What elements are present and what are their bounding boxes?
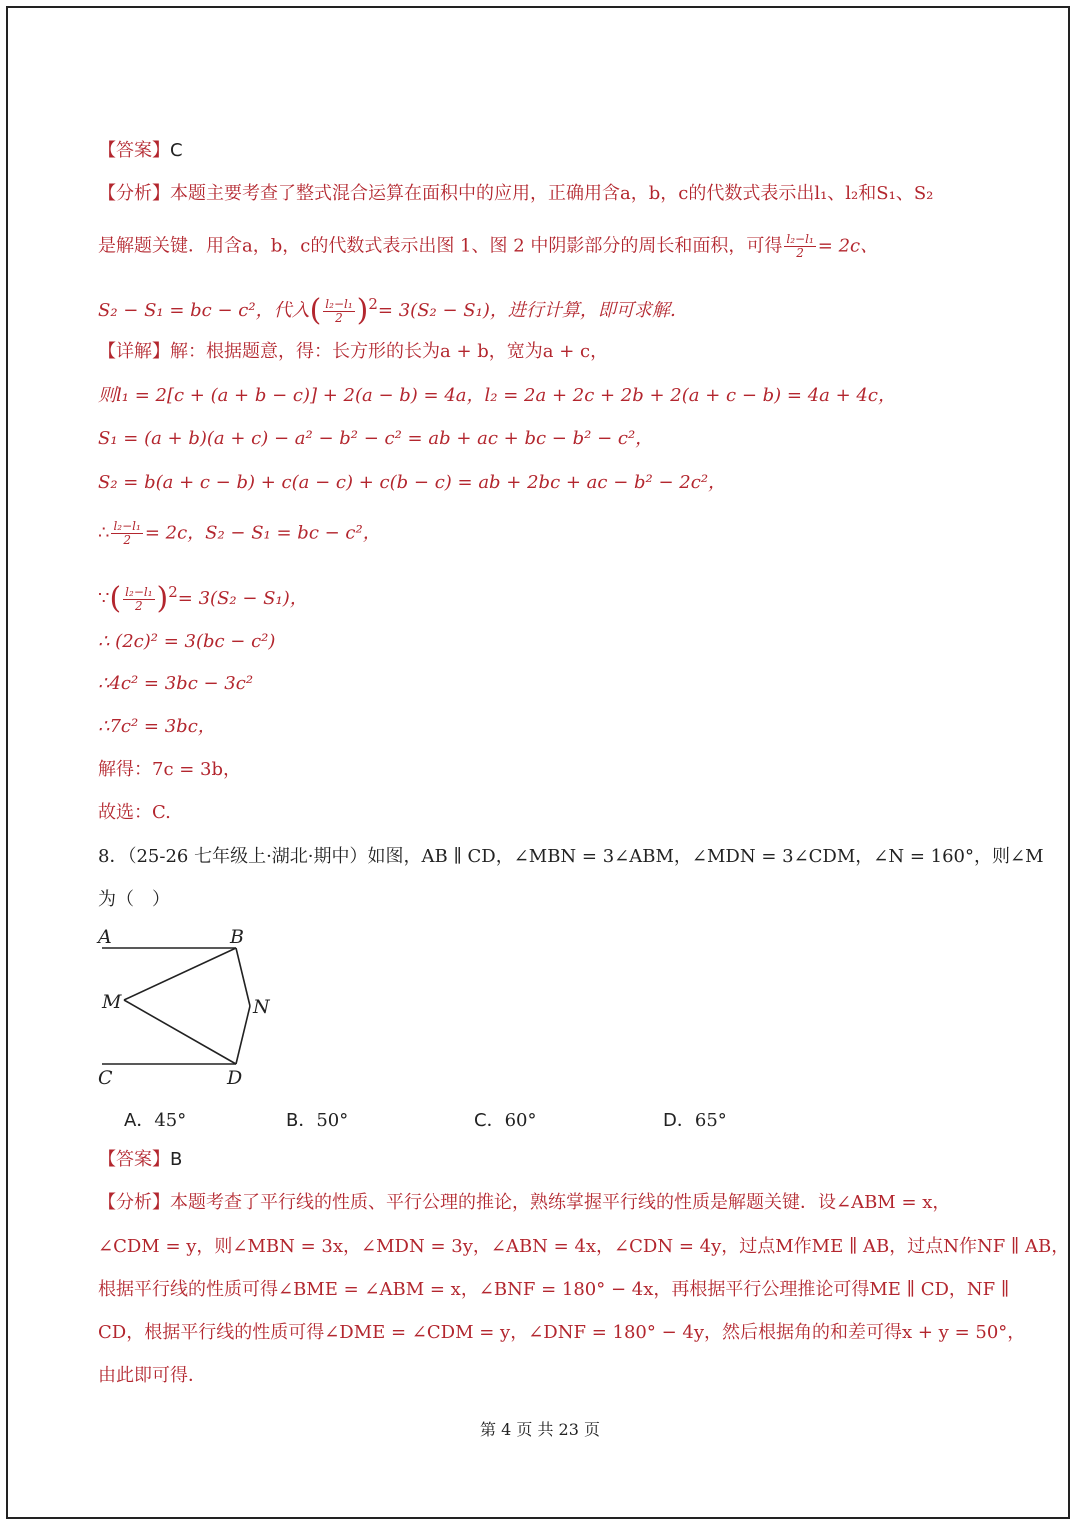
option-b (286, 1106, 348, 1132)
therefore-symbol: ∴ (98, 522, 110, 544)
fraction-denominator: 2 (796, 246, 804, 260)
q8-analysis-line-4: CD，根据平行线的性质可得∠DME = ∠CDM = y，∠DNF = 180° − 4y，然后根据角的和差可得x + y = 50°， (98, 1322, 1026, 1343)
q7-answer (98, 139, 183, 163)
q7-analysis-line-1 (98, 182, 933, 206)
label-b: B (230, 926, 244, 948)
page-footer: 第 4 页 共 23 页 (480, 1420, 600, 1439)
option-letter: D． (663, 1110, 695, 1131)
option-value: 50° (316, 1110, 349, 1131)
detail-line-11: 故选：C. (98, 802, 171, 823)
fraction-numerator: l₂−l₁ (786, 232, 814, 246)
option-letter: B． (286, 1110, 317, 1131)
q8-stem-line-2: 为（ ） (98, 889, 170, 910)
answer-value: B (170, 1149, 183, 1170)
q8-analysis-line-3: 根据平行线的性质可得∠BME = ∠ABM = x，∠BNF = 180° − 4x，再根据平行公理推论可得ME ∥ CD，NF ∥ (98, 1279, 1010, 1300)
label-a: A (98, 926, 112, 948)
fraction (323, 298, 354, 325)
because-symbol: ∵ (98, 588, 110, 609)
detail-line-7: ∴ (2c)² = 3(bc − c²) (98, 631, 276, 652)
fraction-denominator: 2 (135, 598, 143, 613)
fraction-numerator: l₂−l₁ (125, 584, 153, 599)
q8-analysis-line-2: ∠CDM = y，则∠MBN = 3x，∠MDN = 3y，∠ABN = 4x，∠CDN = 4y，过点M作ME ∥ AB，过点N作NF ∥ AB， (98, 1236, 1070, 1257)
segment-md (124, 1000, 236, 1064)
detail-line-8: ∴4c² = 3bc − 3c² (98, 673, 254, 694)
fraction (123, 586, 154, 613)
option-letter: A． (124, 1110, 155, 1131)
label-m: M (102, 991, 122, 1013)
analysis-text: = 2c、 (817, 235, 879, 257)
answer-label: 【答案】 (98, 140, 170, 161)
answer-value: C (170, 140, 183, 161)
geometry-figure (90, 920, 290, 1090)
detail-text: 解：根据题意，得：长方形的长为a + b，宽为a + c， (170, 341, 609, 362)
q8-answer (98, 1148, 182, 1172)
analysis-label: 【分析】 (98, 183, 170, 204)
paren: ( (309, 293, 322, 328)
option-d (663, 1106, 727, 1132)
analysis-text: = 3(S₂ − S₁)，进行计算，即可求解． (377, 300, 688, 321)
fraction-denominator: 2 (335, 310, 343, 325)
option-value: 45° (154, 1110, 187, 1131)
q8-stem-line-1: 8．（25-26 七年级上·湖北·期中）如图，AB ∥ CD，∠MBN = 3∠ABM，∠MDN = 3∠CDM，∠N = 160°，则∠M (98, 846, 1044, 867)
q8-analysis-line-5: 由此即可得． (98, 1365, 206, 1386)
q8-analysis-line-1 (98, 1191, 950, 1215)
exponent: 2 (368, 295, 378, 313)
answer-label: 【答案】 (98, 1149, 170, 1170)
option-value: 65° (694, 1110, 727, 1131)
exponent: 2 (168, 583, 178, 601)
q7-detail-line-6 (98, 580, 308, 616)
q7-detail-line-1 (98, 340, 608, 364)
paren: ( (109, 581, 122, 616)
q7-analysis-line-2 (98, 233, 878, 260)
detail-line-9: ∴7c² = 3bc， (98, 716, 216, 737)
option-a (124, 1106, 186, 1132)
analysis-text: 本题考查了平行线的性质、平行公理的推论，熟练掌握平行线的性质是解题关键．设∠ABM = x， (170, 1192, 951, 1213)
option-c (474, 1106, 536, 1132)
detail-line-4: S₂ = b(a + c − b) + c(a − c) + c(b − c) = ab + 2bc + ac − b² − 2c²， (98, 472, 727, 493)
option-value: 60° (504, 1110, 537, 1131)
detail-label: 【详解】 (98, 341, 170, 362)
option-letter: C． (474, 1110, 505, 1131)
fraction-denominator: 2 (123, 533, 131, 547)
q7-analysis-line-3 (98, 292, 688, 328)
detail-text: = 3(S₂ − S₁)， (177, 588, 308, 609)
segment-mb (124, 948, 236, 1000)
label-d: D (227, 1067, 243, 1089)
fraction (784, 233, 815, 260)
analysis-text: 本题主要考查了整式混合运算在面积中的应用，正确用含a，b，c的代数式表示出l₁、l₂和S₁、S₂ (170, 183, 934, 204)
detail-line-2: 则l₁ = 2[c + (a + b − c)] + 2(a − b) = 4a，l₂ = 2a + 2c + 2b + 2(a + c − b) = 4a + 4c， (98, 385, 896, 406)
segment-bn (236, 948, 250, 1006)
paren: ) (156, 581, 169, 616)
analysis-text: S₂ − S₁ = bc − c²，代入 (98, 300, 310, 321)
label-c: C (98, 1067, 113, 1089)
detail-text: = 2c，S₂ − S₁ = bc − c²， (144, 522, 381, 544)
fraction (111, 520, 142, 547)
segment-nd (236, 1006, 250, 1064)
detail-line-3: S₁ = (a + b)(a + c) − a² − b² − c² = ab + ac + bc − b² − c²， (98, 428, 654, 449)
analysis-text: 是解题关键．用含a，b，c的代数式表示出图 1、图 2 中阴影部分的周长和面积，可得 (98, 235, 783, 257)
paren: ) (356, 293, 369, 328)
analysis-label: 【分析】 (98, 1192, 170, 1213)
fraction-numerator: l₂−l₁ (113, 519, 141, 533)
detail-line-10: 解得：7c = 3b， (98, 759, 242, 780)
q7-detail-line-5 (98, 520, 381, 547)
fraction-numerator: l₂−l₁ (325, 296, 353, 311)
label-n: N (253, 996, 270, 1018)
